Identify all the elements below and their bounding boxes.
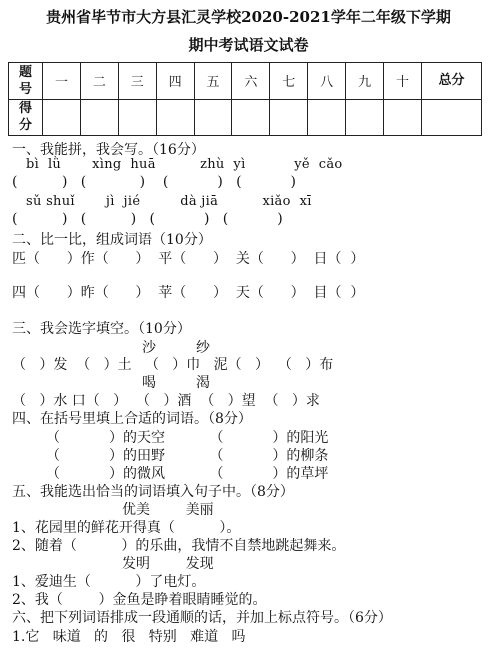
- section6-heading: 六、把下列词语排成一段通顺的话，并加上标点符号。（6分）: [12, 610, 392, 626]
- score-cell: [232, 99, 270, 136]
- score-cell: [194, 99, 232, 136]
- section3-options2: 喝 渴: [142, 375, 211, 391]
- score-col-10: 十: [384, 63, 422, 100]
- score-col-1: 一: [43, 63, 81, 100]
- score-cell: [422, 99, 482, 136]
- score-col-8: 八: [308, 63, 346, 100]
- score-col-6: 六: [232, 63, 270, 100]
- section5-line4: 2、我（ ）金鱼是睁着眼睛睡觉的。: [12, 592, 267, 608]
- score-col-4: 四: [156, 63, 194, 100]
- section5-line3: 1、爱迪生（ ）了电灯。: [12, 574, 206, 590]
- section5-heading: 五、我能选出恰当的词语填入句子中。（8分）: [12, 484, 294, 500]
- score-cell: [118, 99, 156, 136]
- section2-row2: 四（ ）昨（ ） 苹（ ） 天（ ） 目（ ）: [12, 285, 365, 301]
- score-col-9: 九: [346, 63, 384, 100]
- score-cell: [346, 99, 384, 136]
- score-cell: [270, 99, 308, 136]
- section4-row: （ ）的田野 （ ）的柳条: [46, 448, 329, 464]
- section4-row: （ ）的微风 （ ）的草坪: [46, 466, 329, 482]
- section5-options2: 发明 发现: [122, 556, 214, 572]
- section5-line2: 2、随着（ ）的乐曲，我情不自禁地跳起舞来。: [12, 538, 346, 554]
- section1-heading: 一、我能拼，我会写。（16分）: [12, 142, 205, 158]
- section1-box-row1: ( ) ( ) ( ) ( ): [12, 174, 297, 190]
- score-table-row-score: [9, 99, 482, 136]
- score-col-3: 三: [118, 63, 156, 100]
- exam-title-line1: 贵州省毕节市大方县汇灵学校2020-2021学年二年级下学期: [46, 8, 451, 26]
- section1-pinyin-row2: sǔ shuǐ jì jié dà jiā xiǎo xī: [26, 194, 312, 209]
- score-cell: [80, 99, 118, 136]
- section6-line1: 1.它 味道 的 很 特别 难道 吗: [12, 629, 246, 645]
- score-table-row1-label: 题 号: [9, 63, 43, 100]
- section4-row: （ ）的天空 （ ）的阳光: [46, 430, 329, 446]
- score-cell: [308, 99, 346, 136]
- score-table-row-header: [9, 63, 482, 100]
- score-col-5: 五: [194, 63, 232, 100]
- score-cell: [43, 99, 81, 136]
- score-table-row2-label: 得 分: [9, 99, 43, 136]
- score-col-2: 二: [80, 63, 118, 100]
- section5-options1: 优美 美丽: [122, 502, 214, 518]
- section3-row1: （ ）发 （ ）土 （ ）巾 泥（ ） （ ）布: [12, 357, 334, 373]
- score-cell: [156, 99, 194, 136]
- section4-heading: 四、在括号里填上合适的词语。（8分）: [12, 411, 252, 427]
- section3-row2: （ ）水 口（ ） （ ）酒 （ ）望 （ ）求: [12, 393, 320, 409]
- score-cell: [384, 99, 422, 136]
- section1-box-row2: ( ) ( ) ( ) ( ): [12, 211, 283, 227]
- section3-options1: 沙 纱: [142, 340, 211, 356]
- score-col-7: 七: [270, 63, 308, 100]
- section5-line1: 1、花园里的鲜花开得真（ ）。: [12, 520, 241, 536]
- score-table: [8, 62, 482, 136]
- score-col-total: 总分: [422, 63, 482, 100]
- section2-row1: 匹（ ）作（ ） 平（ ） 关（ ） 日（ ）: [12, 251, 365, 267]
- exam-title-line2: 期中考试语文试卷: [188, 36, 309, 54]
- section3-heading: 三、我会选字填空。（10分）: [12, 321, 191, 337]
- section2-heading: 二、比一比，组成词语（10分）: [12, 232, 212, 248]
- section1-pinyin-row1: bì lǜ xìng huā zhù yì yě cǎo: [26, 157, 343, 172]
